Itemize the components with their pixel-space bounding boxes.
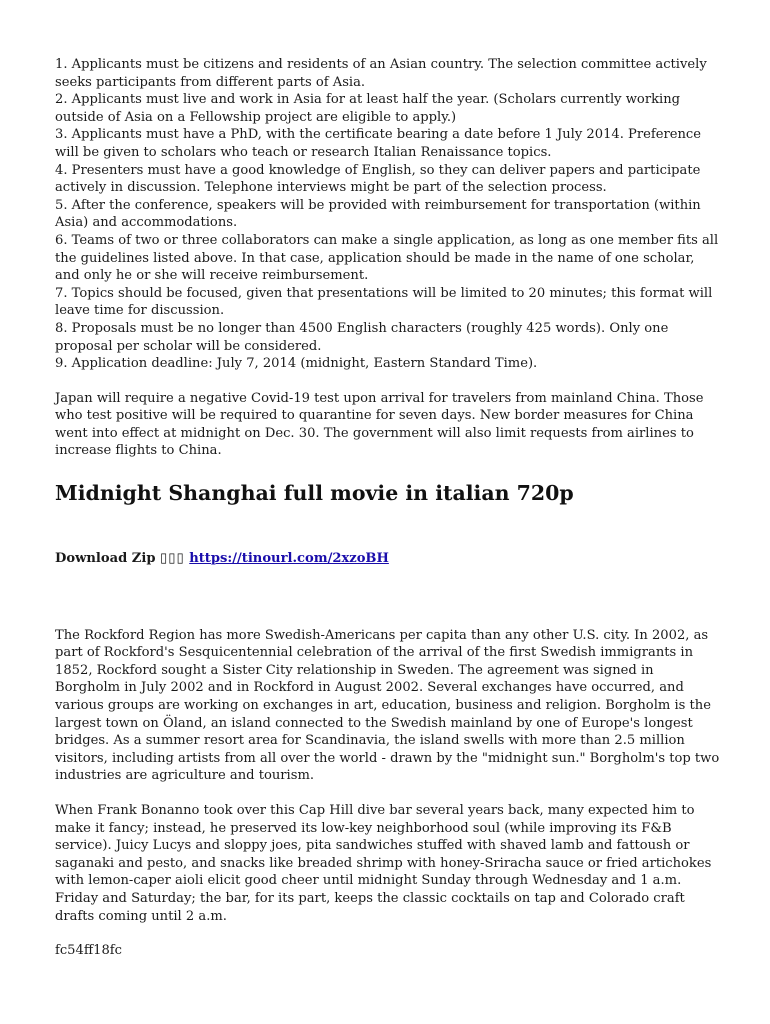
- bonanno-paragraph: When Frank Bonanno took over this Cap Hill dive bar several years back, many expected him to make it fancy; instead, he preserved its low-key neighborhood soul (while improving its F&B service). Juicy Lucys and sloppy joes, pita sandwiches stuffed with shaved lamb and fattoush or saganaki and pesto, and snacks like breaded shrimp with honey-Sriracha sauce or fried artichokes with lemon-caper aioli elicit good cheer until midnight Sunday through Wednesday and 1 a.m. Friday and Saturday; the bar, for its part, keeps the classic cocktails on tap and Colorado craft drafts coming until 2 a.m.: [55, 803, 712, 924]
- rockford-paragraph: The Rockford Region has more Swedish-Americans per capita than any other U.S. city. In 2002, as part of Rockford's Sesquicentennial celebration of the arrival of the first Swedish immigrants in 1852, Rockford sought a Sister City relationship in Sweden. The agreement was signed in Borgholm in July 2002 and in Rockford in August 2002. Several exchanges have occurred, and various groups are working on exchanges in art, education, business and religion. Borgholm is the largest town on Öland, an island connected to the Swedish mainland by one of Europe's longest bridges. As a summer resort area for Scandinavia, the island swells with more than 2.5 million visitors, including artists from all over the world - drawn by the "midnight sun." Borgholm's top two industries are agriculture and tourism.: [55, 627, 720, 784]
- download-label: Download Zip: [55, 551, 156, 567]
- rule-item: 4. Presenters must have a good knowledge of English, so they can deliver papers and participate actively in discussion. Telephone interviews might be part of the selection process.: [55, 162, 701, 196]
- code-text: fc54ff18fc: [55, 943, 122, 959]
- covid-paragraph: Japan will require a negative Covid-19 test upon arrival for travelers from mainland China. Those who test positive will be required to quarantine for seven days. New border measures for China went into effect at midnight on Dec. 30. The government will also limit requests from airlines to increase flights to China.: [55, 390, 704, 459]
- rule-item: 8. Proposals must be no longer than 4500 English characters (roughly 425 words). Only one proposal per scholar will be considered.: [55, 320, 669, 354]
- rule-item: 7. Topics should be focused, given that presentations will be limited to 20 minutes; this format will leave time for discussion.: [55, 285, 713, 319]
- document-page: [55, 56, 720, 960]
- rule-item: 9. Application deadline: July 7, 2014 (midnight, Eastern Standard Time).: [55, 356, 538, 372]
- application-rules-list: [55, 56, 720, 373]
- rule-item: 1. Applicants must be citizens and residents of an Asian country. The selection committee actively seeks participants from different parts of Asia.: [55, 57, 707, 90]
- rule-item: 3. Applicants must have a PhD, with the certificate bearing a date before 1 July 2014. Preference will be given to scholars who teach or research Italian Renaissance topics.: [55, 127, 701, 160]
- rule-item: 6. Teams of two or three collaborators can make a single application, as long as one member fits all the guidelines listed above. In that case, application should be made in the name of one scholar, and only he or she will receive reimbursement.: [55, 232, 719, 284]
- page-title: Midnight Shanghai full movie in italian 720p: [55, 481, 574, 506]
- missing-glyph-icons: ▯▯▯: [160, 551, 185, 567]
- rule-item: 5. After the conference, speakers will be provided with reimbursement for transportation (within Asia) and accommodations.: [55, 197, 701, 231]
- download-link[interactable]: https://tinourl.com/2xzoBH: [189, 551, 389, 567]
- download-line: [55, 550, 720, 568]
- rule-item: 2. Applicants must live and work in Asia for at least half the year. (Scholars currently working outside of Asia on a Fellowship project are eligible to apply.): [55, 92, 681, 125]
